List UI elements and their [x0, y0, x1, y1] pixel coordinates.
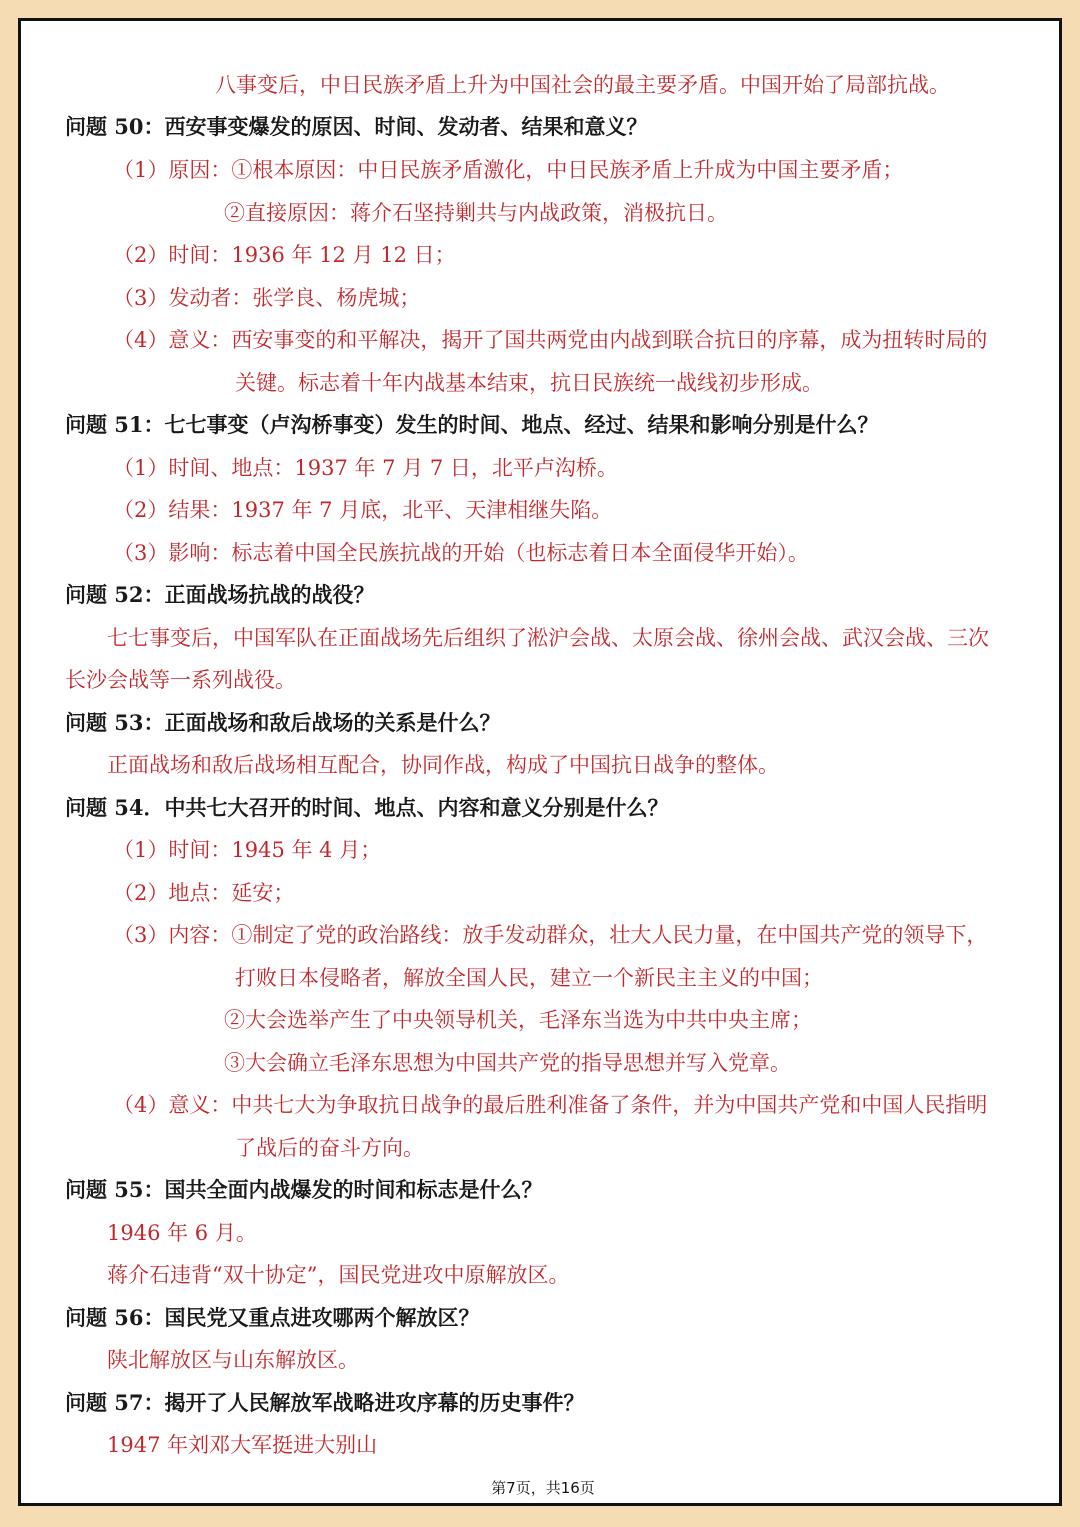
answer-line: 1947 年刘邓大军挺进大别山 — [107, 1433, 378, 1457]
answer-line: （4）意义：中共七大为争取抗日战争的最后胜利准备了条件，并为中国共产党和中国人民指明 — [113, 1093, 988, 1117]
answer-line: （1）时间：1945 年 4 月； — [113, 838, 382, 862]
question-57: 问题 57：揭开了人民解放军战略进攻序幕的历史事件？ — [65, 1390, 585, 1415]
page-number: 第7页，共16页 — [491, 1479, 595, 1497]
question-51: 问题 51：七七事变（卢沟桥事变）发生的时间、地点、经过、结果和影响分别是什么？ — [65, 412, 879, 437]
question-54: 问题 54．中共七大召开的时间、地点、内容和意义分别是什么？ — [65, 795, 669, 820]
answer-line: （1）原因：①根本原因：中日民族矛盾激化，中日民族矛盾上升成为中国主要矛盾； — [113, 158, 904, 182]
answer-line: 了战后的奋斗方向。 — [235, 1136, 424, 1160]
answer-line: （3）发动者：张学良、杨虎城； — [113, 286, 421, 310]
question-53: 问题 53：正面战场和敌后战场的关系是什么？ — [65, 710, 501, 735]
answer-line: 陕北解放区与山东解放区。 — [107, 1348, 359, 1372]
question-56: 问题 56：国民党又重点进攻哪两个解放区？ — [65, 1305, 480, 1330]
question-55: 问题 55：国共全面内战爆发的时间和标志是什么？ — [65, 1177, 543, 1202]
question-50: 问题 50：西安事变爆发的原因、时间、发动者、结果和意义？ — [65, 114, 648, 139]
answer-line: （2）时间：1936 年 12 月 12 日； — [113, 243, 456, 267]
answer-line: 关键。标志着十年内战基本结束，抗日民族统一战线初步形成。 — [235, 371, 823, 395]
answer-line: 八事变后，中日民族矛盾上升为中国社会的最主要矛盾。中国开始了局部抗战。 — [215, 73, 950, 97]
answer-line: （3）影响：标志着中国全民族抗战的开始（也标志着日本全面侵华开始）。 — [113, 541, 809, 565]
document-page — [18, 18, 1062, 1506]
answer-line: ②直接原因：蒋介石坚持剿共与内战政策，消极抗日。 — [224, 201, 728, 225]
answer-line: （2）结果：1937 年 7 月底，北平、天津相继失陷。 — [113, 498, 613, 522]
answer-line: （3）内容：①制定了党的政治路线：放手发动群众，壮大人民力量，在中国共产党的领导下， — [113, 923, 988, 947]
answer-line: 蒋介石违背“双十协定”，国民党进攻中原解放区。 — [107, 1263, 570, 1287]
answer-line: 1946 年 6 月。 — [107, 1221, 257, 1245]
answer-line: （2）地点：延安； — [113, 881, 295, 905]
answer-line: ③大会确立毛泽东思想为中国共产党的指导思想并写入党章。 — [224, 1051, 791, 1075]
answer-line: （1）时间、地点：1937 年 7 月 7 日，北平卢沟桥。 — [113, 456, 618, 480]
answer-line: 长沙会战等一系列战役。 — [65, 668, 296, 692]
answer-line: ②大会选举产生了中央领导机关，毛泽东当选为中共中央主席； — [224, 1008, 812, 1032]
answer-line: （4）意义：西安事变的和平解决，揭开了国共两党由内战到联合抗日的序幕，成为扭转时局的 — [113, 328, 988, 352]
answer-line: 打败日本侵略者，解放全国人民，建立一个新民主主义的中国； — [235, 966, 823, 990]
answer-line: 正面战场和敌后战场相互配合，协同作战，构成了中国抗日战争的整体。 — [107, 753, 779, 777]
question-52: 问题 52：正面战场抗战的战役？ — [65, 582, 375, 607]
answer-line: 七七事变后，中国军队在正面战场先后组织了淞沪会战、太原会战、徐州会战、武汉会战、三次 — [107, 626, 989, 650]
